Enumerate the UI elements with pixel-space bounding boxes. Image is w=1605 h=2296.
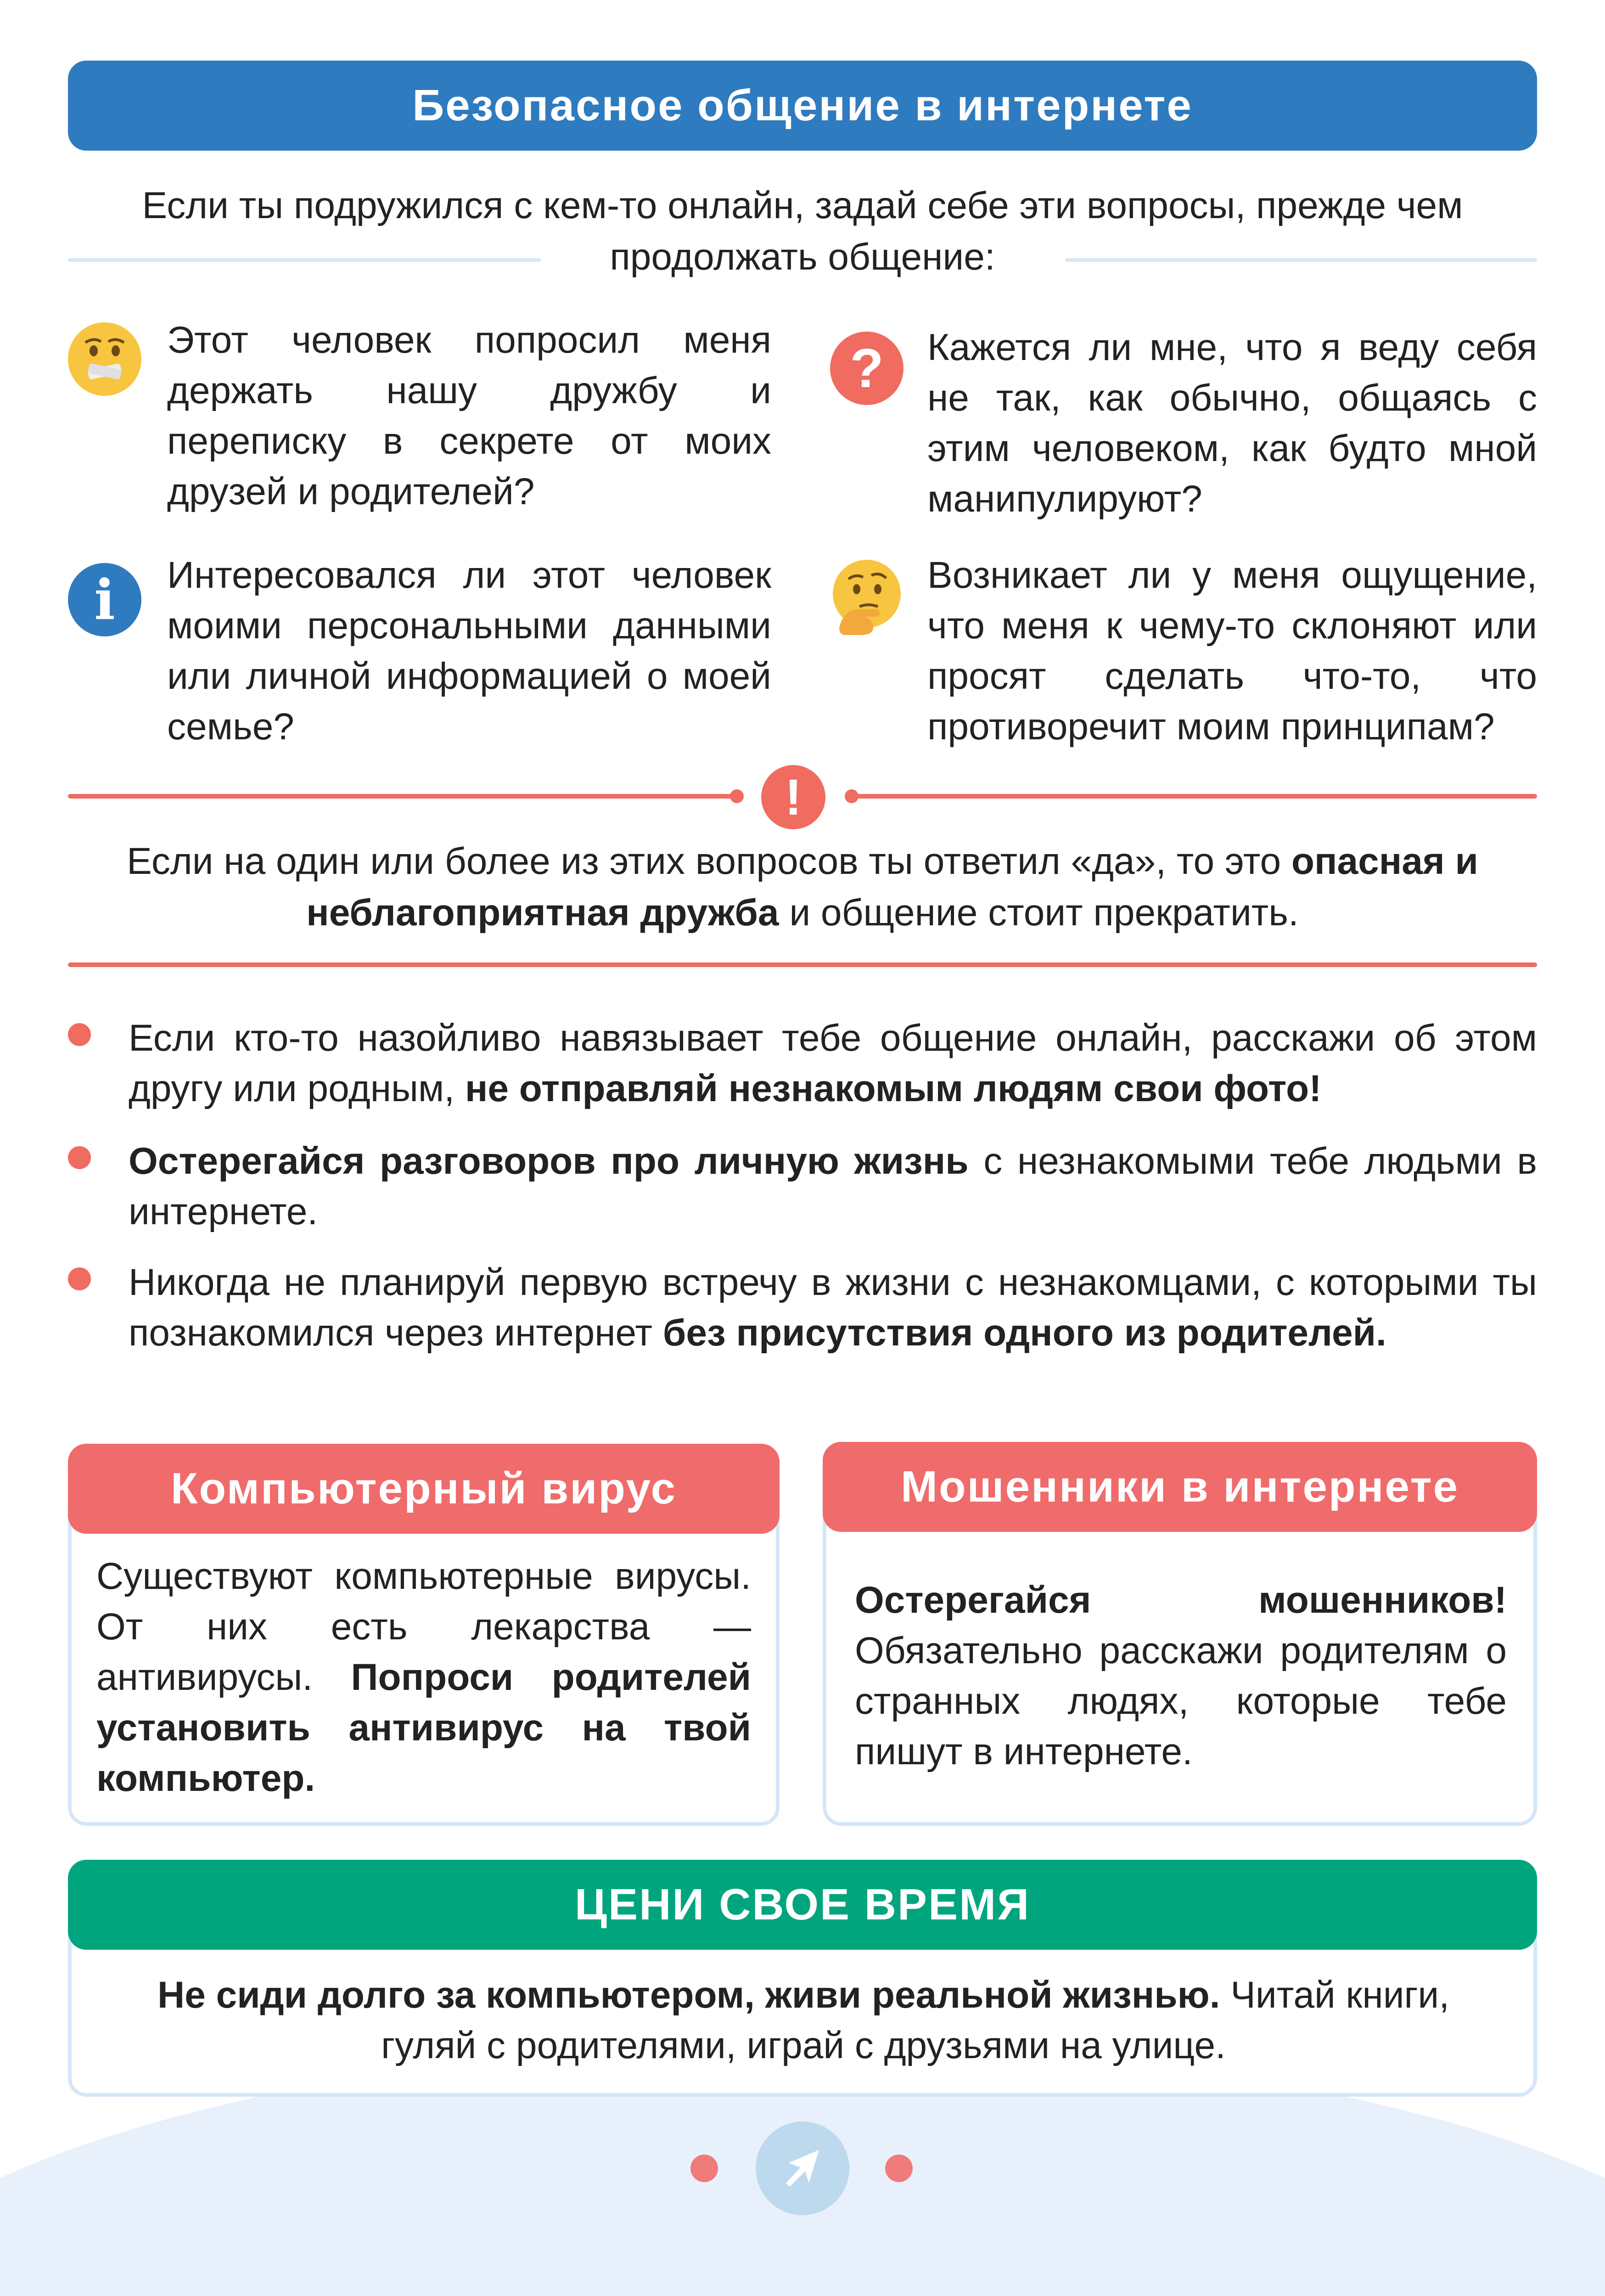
time-card-text: Не сиди долго за компьютером, живи реальной жизнью. Читай книги, гуляй с родителями, играй с друзьями на улице. — [157, 1974, 1450, 2066]
exclamation-icon: ! — [761, 765, 825, 829]
fraud-card-title: Мошенники в интернете — [823, 1442, 1537, 1532]
intro-divider-left — [68, 258, 541, 262]
thinking-face-icon — [830, 561, 904, 635]
fraud-card-text: Остерегайся мошенников! Обязательно расскажи родителям о странных людях, которые тебе пишут в интернете. — [855, 1579, 1507, 1773]
bullet-marker-2 — [68, 1146, 91, 1169]
warning-bottom-divider — [68, 962, 1537, 967]
page-title: Безопасное общение в интернете — [68, 61, 1537, 151]
warning-text: Если на один или более из этих вопросов ты ответил «да», то это опасная и неблагоприятная дружба и общение стоит прекратить. — [127, 840, 1478, 934]
intro-text: Если ты подружился с кем-то онлайн, задай себе эти вопросы, прежде чем продолжать общение: — [142, 185, 1463, 278]
bullet-marker-3 — [68, 1267, 91, 1290]
footer-dot-right — [885, 2155, 913, 2182]
virus-card-text: Существуют компьютерные вирусы. От них есть лекарства — антивирусы. Попроси родителей установить антивирус на твой компьютер. — [96, 1555, 751, 1799]
bullet-2-text: Остерегайся разговоров про личную жизнь с незнакомыми тебе людьми в интернете. — [129, 1140, 1537, 1232]
virus-card-title: Компьютерный вирус — [68, 1444, 780, 1534]
warning-divider-right — [854, 794, 1537, 799]
info-icon: i — [68, 563, 141, 636]
shushing-face-icon — [68, 322, 141, 396]
bullet-marker-1 — [68, 1023, 91, 1046]
bullet-1-text: Если кто-то назойливо навязывает тебе общение онлайн, расскажи об этом другу или родным, не отправляй незнакомым людям свои фото! — [129, 1017, 1537, 1109]
time-card-title: ЦЕНИ СВОЕ ВРЕМЯ — [68, 1860, 1537, 1950]
question-3-text: Интересовался ли этот человек моими персональными данными или личной информацией о моей семье? — [167, 554, 771, 748]
cursor-arrow-icon[interactable] — [756, 2122, 849, 2215]
intro-divider-right — [1065, 258, 1537, 262]
bullet-3-text: Никогда не планируй первую встречу в жизни с незнакомцами, с которыми ты познакомился через интернет без присутствия одного из родителей. — [129, 1261, 1537, 1354]
question-1-text: Этот человек попросил меня держать нашу дружбу и переписку в секрете от моих друзей и родителей? — [167, 319, 771, 512]
question-2-text: Кажется ли мне, что я веду себя не так, как обычно, общаясь с этим человеком, как будто мной манипулируют? — [927, 326, 1537, 520]
question-4-text: Возникает ли у меня ощущение, что меня к чему-то склоняют или просят сделать что-то, что противоречит моим принципам? — [927, 554, 1537, 748]
question-mark-icon: ? — [830, 332, 904, 405]
warning-divider-dot-left — [730, 789, 744, 803]
warning-divider-left — [68, 794, 734, 799]
footer-dot-left — [690, 2155, 718, 2182]
